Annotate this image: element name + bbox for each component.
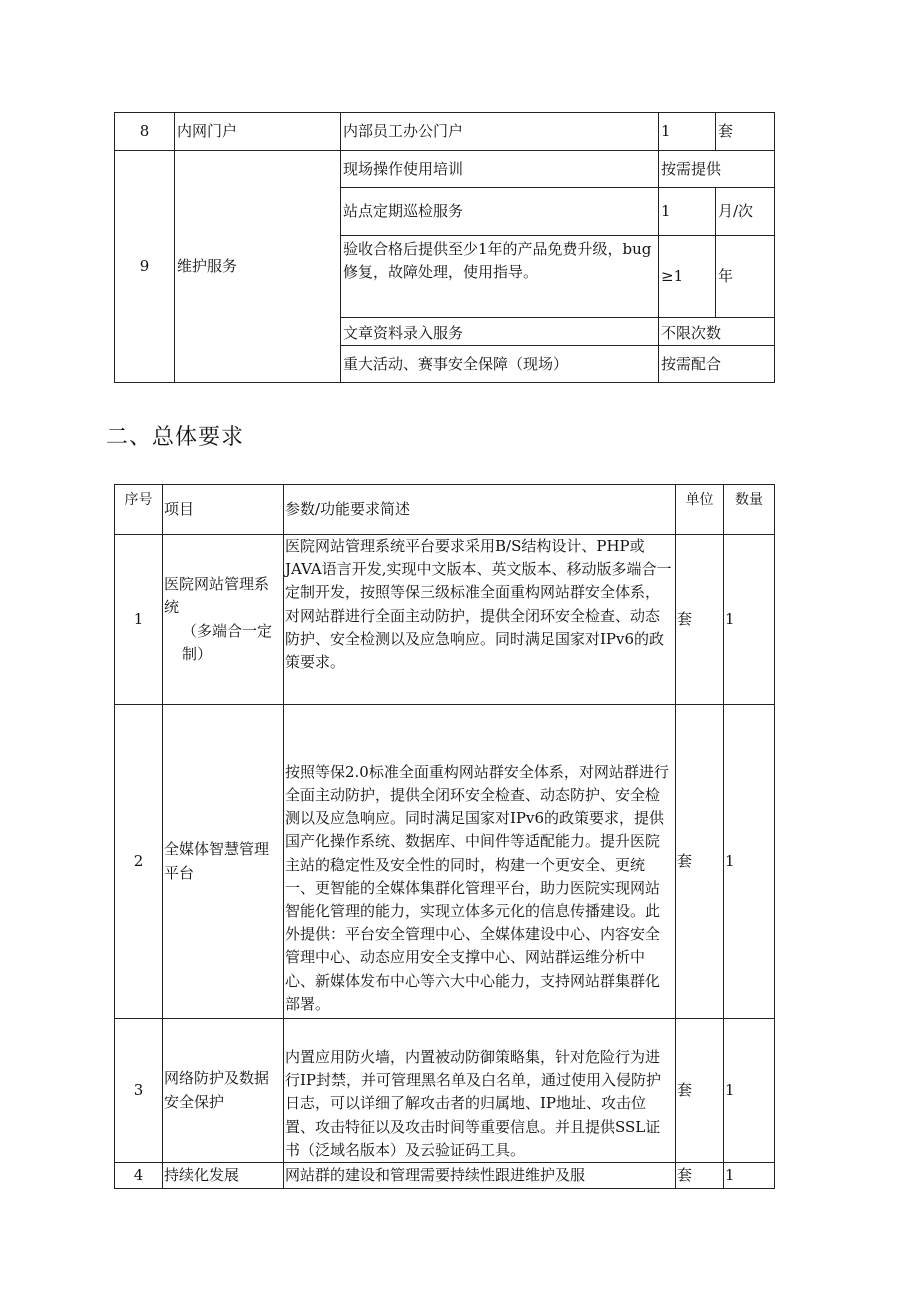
header-no: 序号 [115, 485, 163, 535]
requirements-table [114, 484, 775, 1189]
row-unit: 套 [716, 113, 775, 151]
row-unit: 套 [676, 1019, 724, 1163]
row-item-main: 医院网站管理系统 [164, 575, 270, 617]
row-desc: 现场操作使用培训 [341, 151, 659, 188]
header-unit: 单位 [676, 485, 724, 535]
table-row [115, 705, 775, 1019]
row-item [163, 535, 284, 705]
row-qty-unit: 不限次数 [659, 318, 775, 346]
table-row [115, 1019, 775, 1163]
table-row [115, 113, 775, 151]
row-item: 全媒体智慧管理平台 [163, 705, 284, 1019]
row-qty: 1 [724, 705, 775, 1019]
row-unit: 套 [676, 1163, 724, 1189]
table-row [115, 535, 775, 705]
row-number: 2 [115, 705, 163, 1019]
header-desc: 参数/功能要求简述 [284, 485, 676, 535]
row-unit: 套 [676, 705, 724, 1019]
table-header-row [115, 485, 775, 535]
row-item-sub: （多端合一定制） [182, 621, 273, 663]
row-qty-unit: 按需配合 [659, 346, 775, 383]
row-item: 维护服务 [175, 151, 341, 383]
header-item: 项目 [163, 485, 284, 535]
row-desc: 内置应用防火墙，内置被动防御策略集，针对危险行为进行IP封禁，并可管理黑名单及白名单，通过使用入侵防护日志，可以详细了解攻击者的归属地、IP地址、攻击位置、攻击特征以及攻击时间等重要信息。并且提供SSL证书（泛域名版本）及云验证码工具。 [284, 1019, 676, 1163]
row-desc: 站点定期巡检服务 [341, 188, 659, 236]
row-desc: 内部员工办公门户 [341, 113, 659, 151]
row-item: 网络防护及数据安全保护 [163, 1019, 284, 1163]
service-table [114, 112, 775, 383]
row-qty: 1 [659, 188, 716, 236]
row-qty: 1 [659, 113, 716, 151]
row-desc: 按照等保2.0标准全面重构网站群安全体系，对网站群进行全面主动防护，提供全闭环安全检查、动态防护、安全检测以及应急响应。同时满足国家对IPv6的政策要求，提供国产化操作系统、数据库、中间件等适配能力。提升医院主站的稳定性及安全性的同时，构建一个更安全、更统一、更智能的全媒体集群化管理平台，助力医院实现网站智能化管理的能力，实现立体多元化的信息传播建设。此外提供：平台安全管理中心、全媒体建设中心、内容安全管理中心、动态应用安全支撑中心、网站群运维分析中心、新媒体发布中心等六大中心能力，支持网站群集群化部署。 [284, 705, 676, 1019]
row-qty: ≥1 [659, 236, 716, 318]
row-qty: 1 [724, 1163, 775, 1189]
row-unit: 月/次 [716, 188, 775, 236]
header-qty: 数量 [724, 485, 775, 535]
row-qty: 1 [724, 1019, 775, 1163]
row-unit: 套 [676, 535, 724, 705]
row-number: 9 [115, 151, 175, 383]
row-number: 8 [115, 113, 175, 151]
section-title: 二、总体要求 [106, 425, 245, 450]
row-qty: 1 [724, 535, 775, 705]
row-item: 内网门户 [175, 113, 341, 151]
row-number: 4 [115, 1163, 163, 1189]
row-qty-unit: 按需提供 [659, 151, 775, 188]
table-row [115, 1163, 775, 1189]
row-item: 持续化发展 [163, 1163, 284, 1189]
table-row [115, 151, 775, 188]
row-number: 1 [115, 535, 163, 705]
row-desc: 网站群的建设和管理需要持续性跟进维护及服 [284, 1163, 676, 1189]
row-desc: 重大活动、赛事安全保障（现场） [341, 346, 659, 383]
row-number: 3 [115, 1019, 163, 1163]
row-unit: 年 [716, 236, 775, 318]
row-desc: 医院网站管理系统平台要求采用B/S结构设计、PHP或JAVA语言开发,实现中文版本、英文版本、移动版多端合一定制开发，按照等保三级标准全面重构网站群安全体系，对网站群进行全面主动防护，提供全闭环安全检查、动态防护、安全检测以及应急响应。同时满足国家对IPv6的政策要求。 [284, 535, 676, 705]
row-desc: 文章资料录入服务 [341, 318, 659, 346]
row-desc: 验收合格后提供至少1年的产品免费升级，bug修复，故障处理，使用指导。 [341, 236, 659, 318]
